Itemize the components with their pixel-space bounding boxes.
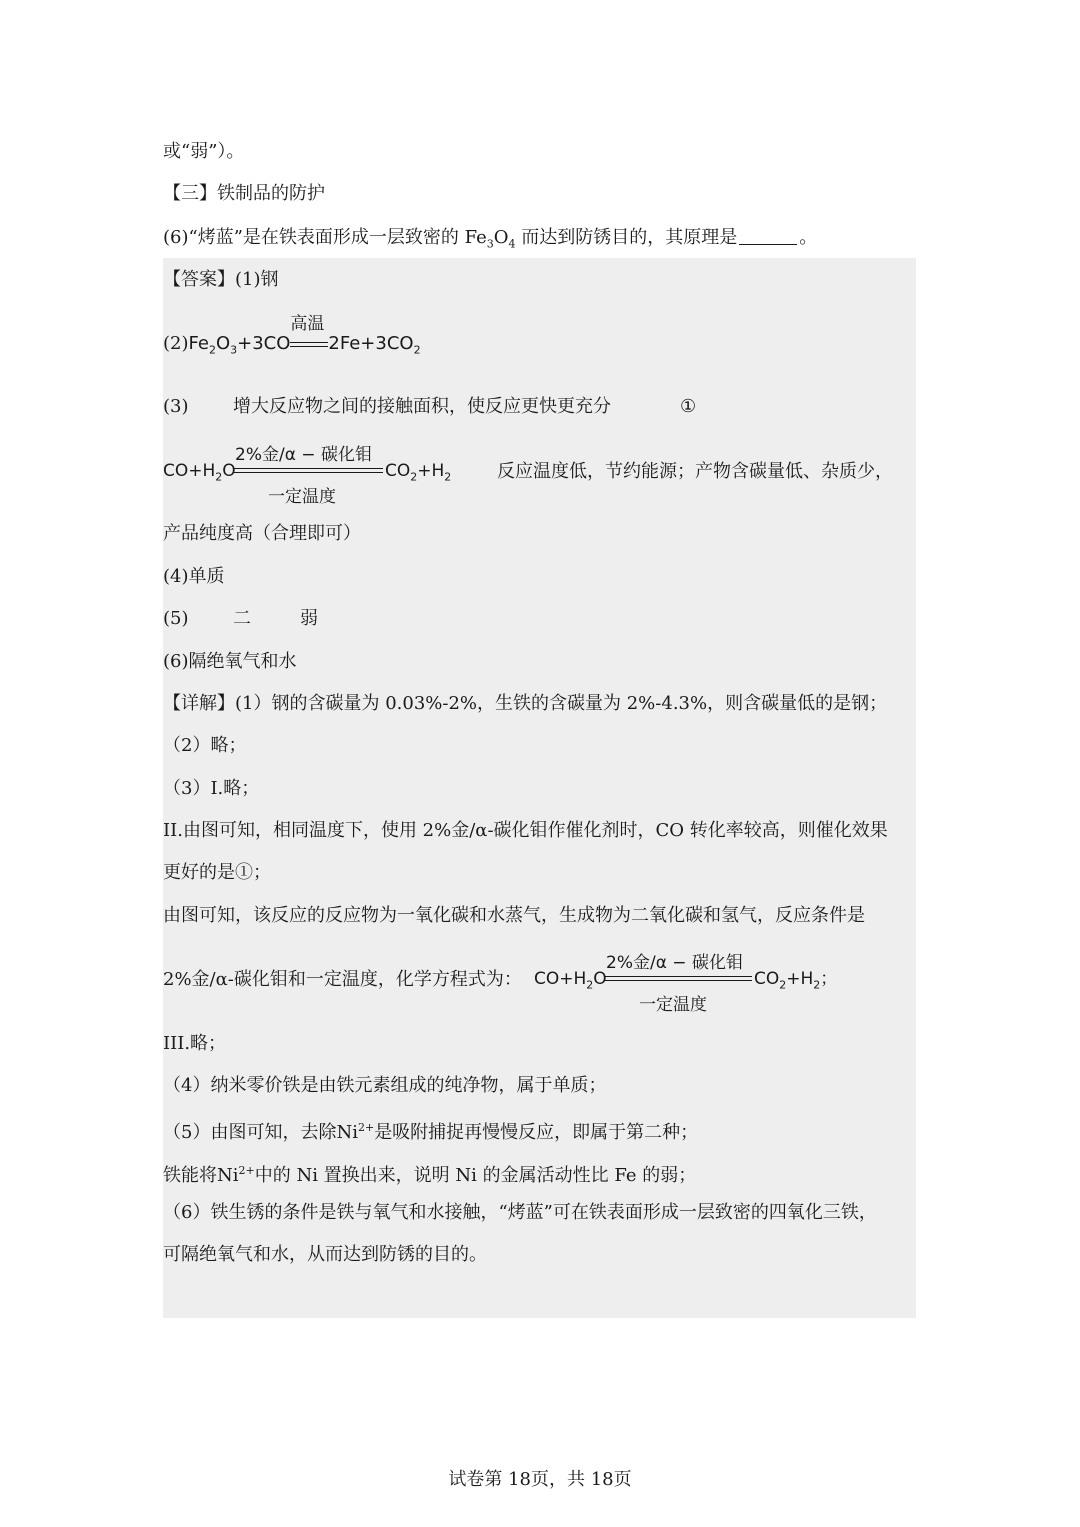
detail-11: 铁能将$Ni^{2+}$中的 Ni 置换出来，说明 Ni 的金属活动性比 Fe 的弱； xyxy=(163,1164,697,1186)
reaction-condition: 高温 xyxy=(290,314,325,334)
answer-3-label: (3) xyxy=(163,396,189,417)
equals-sign xyxy=(233,468,383,473)
equation-catalyst-1: $CO+H_2O$ 2%金/α − 碳化钼 一定温度 $CO_2+H_2$ xyxy=(163,440,483,510)
catalyst-label: 2%金/α − 碳化钼 xyxy=(235,445,372,465)
temperature-label: 一定温度 xyxy=(268,487,336,507)
detail-8: III.略； xyxy=(163,1033,227,1054)
equals-sign xyxy=(290,342,328,347)
detail-1: 【详解】(1）钢的含碳量为 0.03%-2%，生铁的含碳量为 2%-4.3%，则含碳量低的是钢； xyxy=(163,693,888,714)
answer-1: 【答案】(1)钢 xyxy=(163,269,279,290)
detail-9: （4）纳米零价铁是由铁元素组成的纯净物，属于单质； xyxy=(163,1075,607,1096)
answer-5-value-1: 二 xyxy=(233,608,251,629)
detail-7: 2%金/α-碳化钼和一定温度，化学方程式为： xyxy=(163,969,522,990)
catalyst-label: 2%金/α − 碳化钼 xyxy=(606,953,743,973)
detail-10: （5）由图可知，去除$Ni^{2+}$是吸附捕捉再慢慢反应，即属于第二种； xyxy=(163,1121,699,1143)
page-footer: 试卷第 18页，共 18页 xyxy=(448,1469,632,1490)
answer-5-label: (5) xyxy=(163,608,189,629)
answer-4: (4)单质 xyxy=(163,566,225,587)
answer-3-reason: 反应温度低，节约能源；产物含碳量低、杂质少， xyxy=(497,461,893,482)
answer-3-reason-cont: 产品纯度高（合理即可） xyxy=(163,523,361,544)
answer-2-equation: $(2)Fe_2O_3+3CO$ 高温 $2Fe+3CO_2$ xyxy=(163,314,421,357)
detail-4: II.由图可知，相同温度下，使用 2%金/α-碳化钼作催化剂时，CO 转化率较高，则催化效果 xyxy=(163,820,888,841)
detail-5: 更好的是①； xyxy=(163,862,271,883)
question-6: (6)“烤蓝”是在铁表面形成一层致密的 $Fe_3O_4$ 而达到防锈目的，其原理是 。 xyxy=(163,227,818,251)
detail-3: （3）I.略； xyxy=(163,778,260,799)
answer-6: (6)隔绝氧气和水 xyxy=(163,651,297,672)
temperature-label: 一定温度 xyxy=(639,995,707,1015)
detail-6: 由图可知，该反应的反应物为一氧化碳和水蒸气，生成物为二氧化碳和氢气，反应条件是 xyxy=(163,905,865,926)
equals-sign xyxy=(604,976,752,981)
answer-blank xyxy=(739,226,797,245)
detail-13: 可隔绝氧气和水，从而达到防锈的目的。 xyxy=(163,1244,487,1265)
answer-3-text: 增大反应物之间的接触面积，使反应更快更充分 xyxy=(233,396,611,417)
section-heading: 【三】铁制品的防护 xyxy=(163,183,325,204)
answer-5-value-2: 弱 xyxy=(300,608,318,629)
equation-catalyst-2: $CO+H_2O$ 2%金/α − 碳化钼 一定温度 $CO_2+H_2$； xyxy=(534,948,834,1018)
continuation-text: 或“弱”）。 xyxy=(163,141,245,162)
detail-2: （2）略； xyxy=(163,735,247,756)
detail-12: （6）铁生锈的条件是铁与氧气和水接触，“烤蓝”可在铁表面形成一层致密的四氧化三铁， xyxy=(163,1202,877,1223)
answer-3-choice: ① xyxy=(680,396,697,417)
